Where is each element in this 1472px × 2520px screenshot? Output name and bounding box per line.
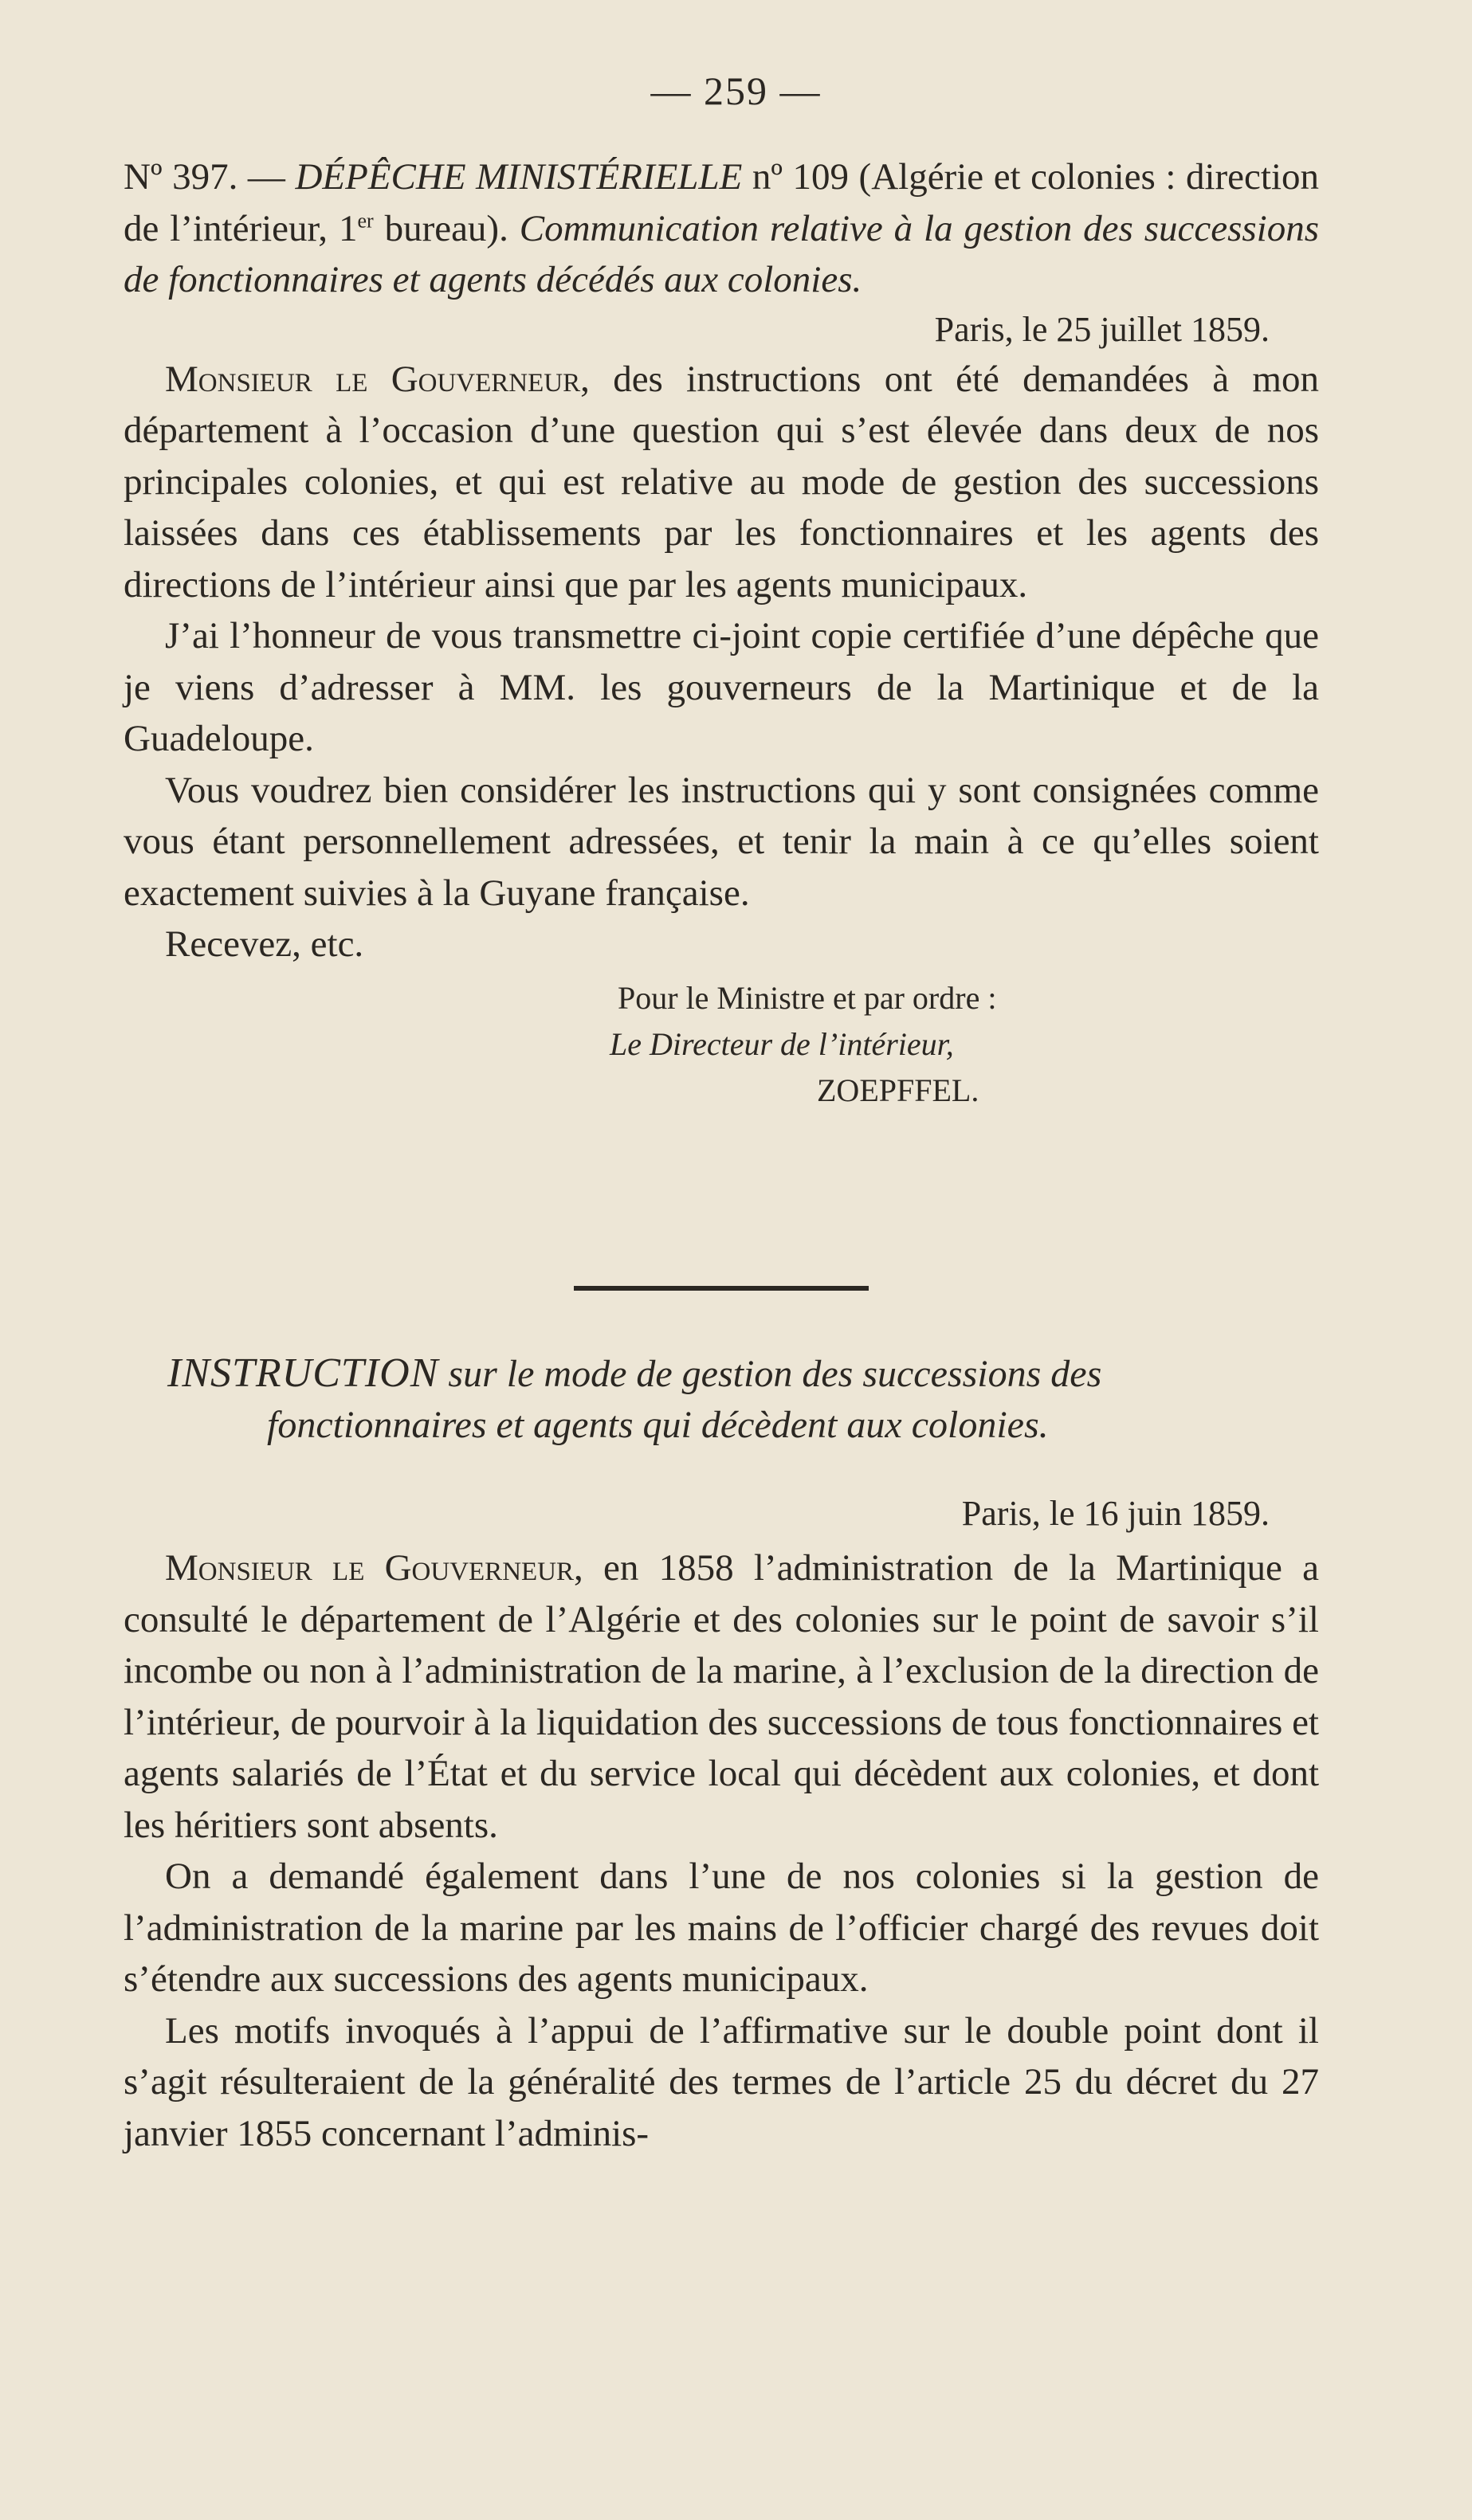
signature-line-2: Le Directeur de l’intérieur,: [610, 1025, 954, 1062]
depeche-ref-bureau: bureau).: [384, 207, 508, 249]
depeche-dash: —: [247, 156, 285, 198]
instruction-title-word: INSTRUCTION: [167, 1350, 439, 1396]
signature-line-1: Pour le Ministre et par ordre :: [618, 979, 997, 1016]
depeche-signature: [610, 975, 1319, 1114]
depeche-ref-text: nº 109 (Algérie et colonies : direction de l’intérieur, 1: [124, 156, 1320, 249]
instruction-date: Paris, le 16 juin 1859.: [961, 1494, 1270, 1533]
depeche-ref-sup: er: [357, 208, 374, 232]
instruction-paragraph-2: On a demandé également dans l’une de nos colonies si la gestion de l’administration de la marine par les mains de l’officier chargé des revues doit s’étendre aux successions des agents municipaux.: [124, 1856, 1319, 2000]
instruction-paragraph-3: Les motifs invoqués à l’appui de l’affirmative sur le double point dont il s’agit résulteraient de la généralité des termes de l’article 25 du décret du 27 janvier 1855 concernant l’adminis-: [124, 2009, 1319, 2154]
instruction-heading-line-2: fonctionnaires et agents qui décèdent aux colonies.: [267, 1404, 1049, 1446]
depeche-section: [124, 151, 1319, 1114]
instruction-p1-text: en 1858 l’administration de la Martinique a consulté le département de l’Algérie et des colonies sur le point de savoir s’il incombe ou non à l’administration de la marine, à l’exclusion de la direction de l’intérieur, de pourvoir à la liquidation des successions de tous fonctionnaires et agents salariés de l’État et du service local qui décèdent aux colonies, et dont les héritiers sont absents.: [124, 1547, 1320, 1846]
depeche-paragraph-1: [124, 354, 1319, 611]
signature-line-3: ZOEPFFEL.: [817, 1072, 979, 1108]
depeche-closing: Recevez, etc.: [165, 923, 364, 965]
instruction-salutation: Monsieur le Gouverneur,: [165, 1547, 583, 1589]
depeche-paragraph-2: J’ai l’honneur de vous transmettre ci-joint copie certifiée d’une dépêche que je viens d’adresser à MM. les gouverneurs de la Martinique et de la Guadeloupe.: [124, 615, 1319, 759]
depeche-date: Paris, le 25 juillet 1859.: [934, 309, 1270, 349]
page-number: — 259 —: [650, 69, 822, 113]
section-divider: [574, 1286, 869, 1291]
instruction-heading: [167, 1348, 1323, 1451]
depeche-title: DÉPÊCHE MINISTÉRIELLE: [295, 156, 743, 198]
instruction-section: [124, 1490, 1319, 2159]
depeche-salutation: Monsieur le Gouverneur,: [165, 358, 590, 400]
instruction-paragraph-1: [124, 1542, 1319, 1851]
instruction-heading-line-1: [167, 1348, 1323, 1400]
depeche-paragraph-3: Vous voudrez bien considérer les instructions qui y sont consignées comme vous étant personnellement adressées, et tenir la main à ce qu’elles soient exactement suivies à la Guyane française.: [124, 769, 1319, 914]
depeche-number: Nº 397.: [124, 156, 238, 198]
depeche-header: [124, 151, 1319, 306]
depeche-subject: Communication relative à la gestion des successions de fonctionnaires et agents décédés aux colonies.: [124, 207, 1320, 300]
depeche-p1-text: des instructions ont été demandées à mon département à l’occasion d’une question qui s’est élevée dans deux de nos principales colonies, et qui est relative au mode de gestion des successions laissées dans ces établissements par les fonctionnaires et les agents des directions de l’intérieur ainsi que par les agents municipaux.: [124, 358, 1319, 606]
instruction-title-rest: sur le mode de gestion des successions des: [448, 1353, 1102, 1395]
